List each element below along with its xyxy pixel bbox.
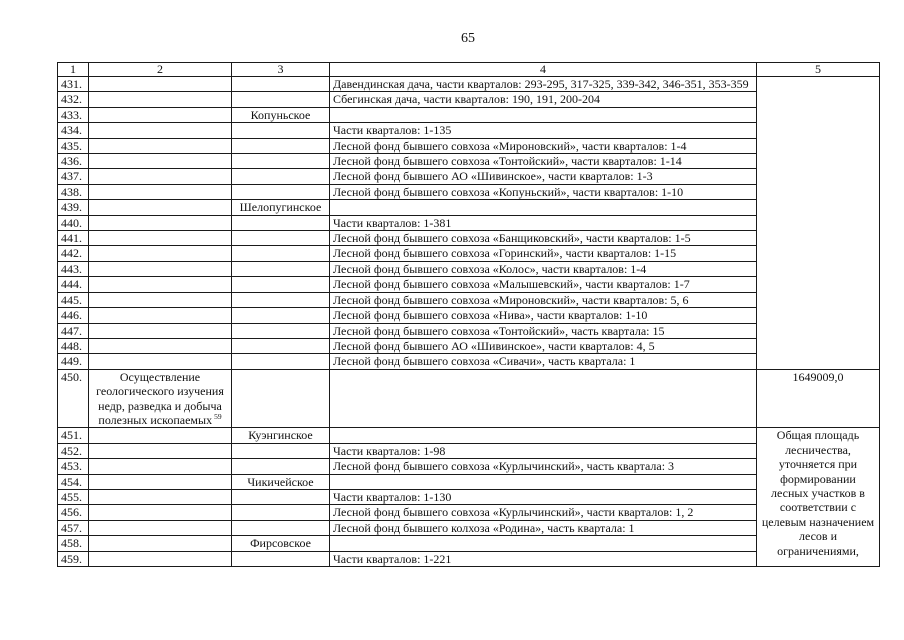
- table-row: [58, 123, 880, 138]
- header-cell-usage-type: 2: [89, 63, 232, 77]
- row-number: 446.: [61, 308, 82, 323]
- district-cell: [232, 138, 330, 153]
- row-number: 442.: [61, 246, 82, 261]
- row-number: 458.: [61, 536, 82, 551]
- district-name: Копуньское: [250, 107, 311, 122]
- row-number-cell: [58, 261, 89, 276]
- quarters-cell: [330, 308, 757, 323]
- table-row: [58, 474, 880, 489]
- district-cell: [232, 92, 330, 107]
- row-number: 431.: [61, 77, 82, 91]
- row-number-cell: [58, 292, 89, 307]
- row-number: 438.: [61, 184, 82, 199]
- forest-quarters-table: [57, 62, 880, 567]
- district-cell: [232, 474, 330, 489]
- usage-type-cell: [89, 169, 232, 184]
- row-number: 441.: [61, 231, 82, 246]
- district-cell: [232, 354, 330, 369]
- quarters-cell: [330, 428, 757, 443]
- usage-type-cell: [89, 551, 232, 566]
- quarters-text: Лесной фонд бывшего АО «Шивинское», части кварталов: 4, 5: [333, 338, 655, 353]
- page-number: 65: [461, 31, 475, 46]
- row-number: 439.: [61, 200, 82, 215]
- usage-type-cell: [89, 184, 232, 199]
- usage-type-cell: [89, 123, 232, 138]
- usage-type-cell: [89, 369, 232, 428]
- row-number: 459.: [61, 551, 82, 566]
- row-number-cell: [58, 200, 89, 215]
- row-number: 455.: [61, 489, 82, 504]
- row-number-cell: [58, 323, 89, 338]
- table-row: [58, 215, 880, 230]
- usage-type-cell: [89, 536, 232, 551]
- quarters-text: Лесной фонд бывшего совхоза «Сивачи», часть квартала: 1: [333, 354, 636, 369]
- row-number-cell: [58, 123, 89, 138]
- table-row: [58, 443, 880, 458]
- quarters-text: Сбегинская дача, части кварталов: 190, 191, 200-204: [333, 92, 600, 107]
- table-row: [58, 261, 880, 276]
- quarters-text: Лесной фонд бывшего совхоза «Горинский», части кварталов: 1-15: [333, 246, 677, 261]
- district-cell: [232, 154, 330, 169]
- table-row: [58, 231, 880, 246]
- row-number-cell: [58, 474, 89, 489]
- table-row: [58, 92, 880, 107]
- quarters-cell: [330, 474, 757, 489]
- quarters-cell: [330, 536, 757, 551]
- row-number-cell: [58, 92, 89, 107]
- row-number-cell: [58, 489, 89, 504]
- quarters-text: Давендинская дача, части кварталов: 293-295, 317-325, 339-342, 346-351, 353-359: [333, 77, 749, 91]
- row-number-cell: [58, 138, 89, 153]
- quarters-cell: [330, 354, 757, 369]
- table-row: [58, 459, 880, 474]
- usage-type-cell: [89, 92, 232, 107]
- row-number-cell: [58, 215, 89, 230]
- row-number-cell: [58, 354, 89, 369]
- usage-type-cell: [89, 338, 232, 353]
- row-number: 436.: [61, 154, 82, 169]
- quarters-text: Лесной фонд бывшего совхоза «Мироновский», части кварталов: 1-4: [333, 138, 687, 153]
- quarters-text: Части кварталов: 1-221: [333, 551, 452, 566]
- district-cell: [232, 184, 330, 199]
- table-row: [58, 292, 880, 307]
- quarters-cell: [330, 169, 757, 184]
- district-cell: [232, 169, 330, 184]
- row-number-cell: [58, 338, 89, 353]
- district-name: Фирсовское: [250, 536, 311, 551]
- usage-type-cell: [89, 107, 232, 122]
- usage-type-cell: [89, 138, 232, 153]
- district-cell: [232, 536, 330, 551]
- row-number: 448.: [61, 338, 82, 353]
- district-cell: [232, 261, 330, 276]
- district-cell: [232, 200, 330, 215]
- district-cell: [232, 231, 330, 246]
- footnote-reference: 59: [214, 411, 222, 421]
- quarters-cell: [330, 551, 757, 566]
- row-number: 450.: [61, 369, 82, 384]
- table-row: [58, 551, 880, 566]
- district-cell: [232, 246, 330, 261]
- row-number: 454.: [61, 474, 82, 489]
- usage-type-cell: [89, 489, 232, 504]
- quarters-text: Части кварталов: 1-130: [333, 489, 452, 504]
- quarters-cell: [330, 107, 757, 122]
- usage-type-cell: [89, 200, 232, 215]
- quarters-cell: [330, 231, 757, 246]
- usage-type-cell: [89, 459, 232, 474]
- quarters-cell: [330, 369, 757, 428]
- usage-type-cell: [89, 292, 232, 307]
- district-cell: [232, 459, 330, 474]
- header-cell-quarters: 4: [330, 63, 757, 77]
- district-name: Куэнгинское: [248, 428, 313, 443]
- quarters-cell: [330, 459, 757, 474]
- quarters-text: Лесной фонд бывшего совхоза «Тонтойский», часть квартала: 15: [333, 323, 665, 338]
- usage-type-text: Осуществление геологического изучения недр, разведка и добыча полезных ископаемых: [96, 369, 224, 427]
- row-number-cell: [58, 231, 89, 246]
- usage-type-cell: [89, 323, 232, 338]
- table-row: [58, 428, 880, 443]
- row-number: 435.: [61, 138, 82, 153]
- quarters-text: Лесной фонд бывшего совхоза «Малышевский», части кварталов: 1-7: [333, 277, 690, 292]
- quarters-text: Лесной фонд бывшего совхоза «Нива», части кварталов: 1-10: [333, 308, 648, 323]
- quarters-text: Лесной фонд бывшего колхоза «Родина», часть квартала: 1: [333, 520, 635, 535]
- table-row: [58, 369, 880, 428]
- row-number: 445.: [61, 292, 82, 307]
- quarters-cell: [330, 261, 757, 276]
- table-row: [58, 489, 880, 504]
- district-cell: [232, 277, 330, 292]
- district-cell: [232, 107, 330, 122]
- quarters-cell: [330, 215, 757, 230]
- usage-type-cell: [89, 246, 232, 261]
- row-number-cell: [58, 551, 89, 566]
- quarters-cell: [330, 77, 757, 92]
- row-number-cell: [58, 77, 89, 92]
- row-number: 453.: [61, 459, 82, 474]
- row-number-cell: [58, 536, 89, 551]
- row-number-cell: [58, 107, 89, 122]
- quarters-text: Лесной фонд бывшего совхоза «Курлычинский», часть квартала: 3: [333, 459, 675, 474]
- district-cell: [232, 489, 330, 504]
- quarters-text: Лесной фонд бывшего совхоза «Копуньский», части кварталов: 1-10: [333, 184, 684, 199]
- area-cell: [757, 77, 880, 370]
- quarters-text: Части кварталов: 1-381: [333, 215, 452, 230]
- district-cell: [232, 505, 330, 520]
- area-cell: [757, 428, 880, 567]
- row-number-cell: [58, 246, 89, 261]
- quarters-text: Лесной фонд бывшего совхоза «Тонтойский», части кварталов: 1-14: [333, 154, 682, 169]
- quarters-cell: [330, 443, 757, 458]
- table-body: [58, 77, 880, 567]
- row-number: 440.: [61, 215, 82, 230]
- table-row: [58, 505, 880, 520]
- table-header-row: [58, 63, 880, 77]
- quarters-text: Лесной фонд бывшего совхоза «Мироновский», части кварталов: 5, 6: [333, 292, 689, 307]
- quarters-text: Лесной фонд бывшего совхоза «Колос», части кварталов: 1-4: [333, 261, 647, 276]
- row-number: 443.: [61, 261, 82, 276]
- header-cell-number: 1: [58, 63, 89, 77]
- district-cell: [232, 428, 330, 443]
- row-number-cell: [58, 169, 89, 184]
- usage-type-cell: [89, 443, 232, 458]
- row-number-cell: [58, 369, 89, 428]
- quarters-text: Лесной фонд бывшего АО «Шивинское», части кварталов: 1-3: [333, 169, 653, 184]
- table-row: [58, 200, 880, 215]
- row-number: 433.: [61, 107, 82, 122]
- row-number-cell: [58, 459, 89, 474]
- row-number-cell: [58, 308, 89, 323]
- row-number-cell: [58, 277, 89, 292]
- row-number-cell: [58, 520, 89, 535]
- usage-type-cell: [89, 277, 232, 292]
- quarters-cell: [330, 246, 757, 261]
- quarters-cell: [330, 277, 757, 292]
- quarters-cell: [330, 292, 757, 307]
- area-cell: [757, 369, 880, 428]
- district-cell: [232, 323, 330, 338]
- usage-type-cell: [89, 520, 232, 535]
- row-number: 457.: [61, 520, 82, 535]
- quarters-text: Части кварталов: 1-135: [333, 123, 452, 138]
- quarters-cell: [330, 138, 757, 153]
- quarters-cell: [330, 489, 757, 504]
- header-cell-district: 3: [232, 63, 330, 77]
- district-name: Шелопугинское: [239, 200, 322, 215]
- district-cell: [232, 443, 330, 458]
- table-row: [58, 138, 880, 153]
- row-number: 456.: [61, 505, 82, 520]
- district-cell: [232, 77, 330, 92]
- quarters-cell: [330, 520, 757, 535]
- quarters-cell: [330, 505, 757, 520]
- table-row: [58, 520, 880, 535]
- table-row: [58, 107, 880, 122]
- district-name: Чикичейское: [247, 474, 314, 489]
- row-number-cell: [58, 428, 89, 443]
- header-cell-area: 5: [757, 63, 880, 77]
- table-row: [58, 277, 880, 292]
- usage-type-cell: [89, 474, 232, 489]
- quarters-text: Лесной фонд бывшего совхоза «Курлычинский», части кварталов: 1, 2: [333, 505, 694, 520]
- row-number-cell: [58, 184, 89, 199]
- quarters-cell: [330, 200, 757, 215]
- quarters-cell: [330, 92, 757, 107]
- row-number: 451.: [61, 428, 82, 443]
- usage-type-cell: [89, 77, 232, 92]
- district-cell: [232, 369, 330, 428]
- table-row: [58, 169, 880, 184]
- row-number: 449.: [61, 354, 82, 369]
- row-number: 437.: [61, 169, 82, 184]
- row-number: 447.: [61, 323, 82, 338]
- usage-type-cell: [89, 428, 232, 443]
- district-cell: [232, 338, 330, 353]
- row-number: 432.: [61, 92, 82, 107]
- table-row: [58, 323, 880, 338]
- table-row: [58, 354, 880, 369]
- table-row: [58, 77, 880, 92]
- row-number-cell: [58, 154, 89, 169]
- quarters-cell: [330, 323, 757, 338]
- table-row: [58, 184, 880, 199]
- usage-type-cell: [89, 308, 232, 323]
- table-row: [58, 536, 880, 551]
- usage-type-cell: [89, 231, 232, 246]
- district-cell: [232, 551, 330, 566]
- quarters-cell: [330, 154, 757, 169]
- area-text: Общая площадь лесничества, уточняется при формировании лесных участков в соответствии с целевым назначением лесов и ограничениями,: [761, 428, 875, 558]
- quarters-cell: [330, 123, 757, 138]
- quarters-cell: [330, 184, 757, 199]
- row-number: 434.: [61, 123, 82, 138]
- quarters-text: Части кварталов: 1-98: [333, 443, 446, 458]
- row-number: 444.: [61, 277, 82, 292]
- district-cell: [232, 123, 330, 138]
- area-text: 1649009,0: [792, 369, 844, 384]
- row-number-cell: [58, 505, 89, 520]
- district-cell: [232, 292, 330, 307]
- quarters-text: Лесной фонд бывшего совхоза «Банщиковский», части кварталов: 1-5: [333, 231, 691, 246]
- district-cell: [232, 215, 330, 230]
- table-row: [58, 246, 880, 261]
- quarters-cell: [330, 338, 757, 353]
- district-cell: [232, 520, 330, 535]
- usage-type-cell: [89, 261, 232, 276]
- table-row: [58, 154, 880, 169]
- district-cell: [232, 308, 330, 323]
- table-row: [58, 338, 880, 353]
- usage-type-cell: [89, 354, 232, 369]
- row-number-cell: [58, 443, 89, 458]
- usage-type-cell: [89, 505, 232, 520]
- table-row: [58, 308, 880, 323]
- usage-type-cell: [89, 215, 232, 230]
- usage-type-cell: [89, 154, 232, 169]
- row-number: 452.: [61, 443, 82, 458]
